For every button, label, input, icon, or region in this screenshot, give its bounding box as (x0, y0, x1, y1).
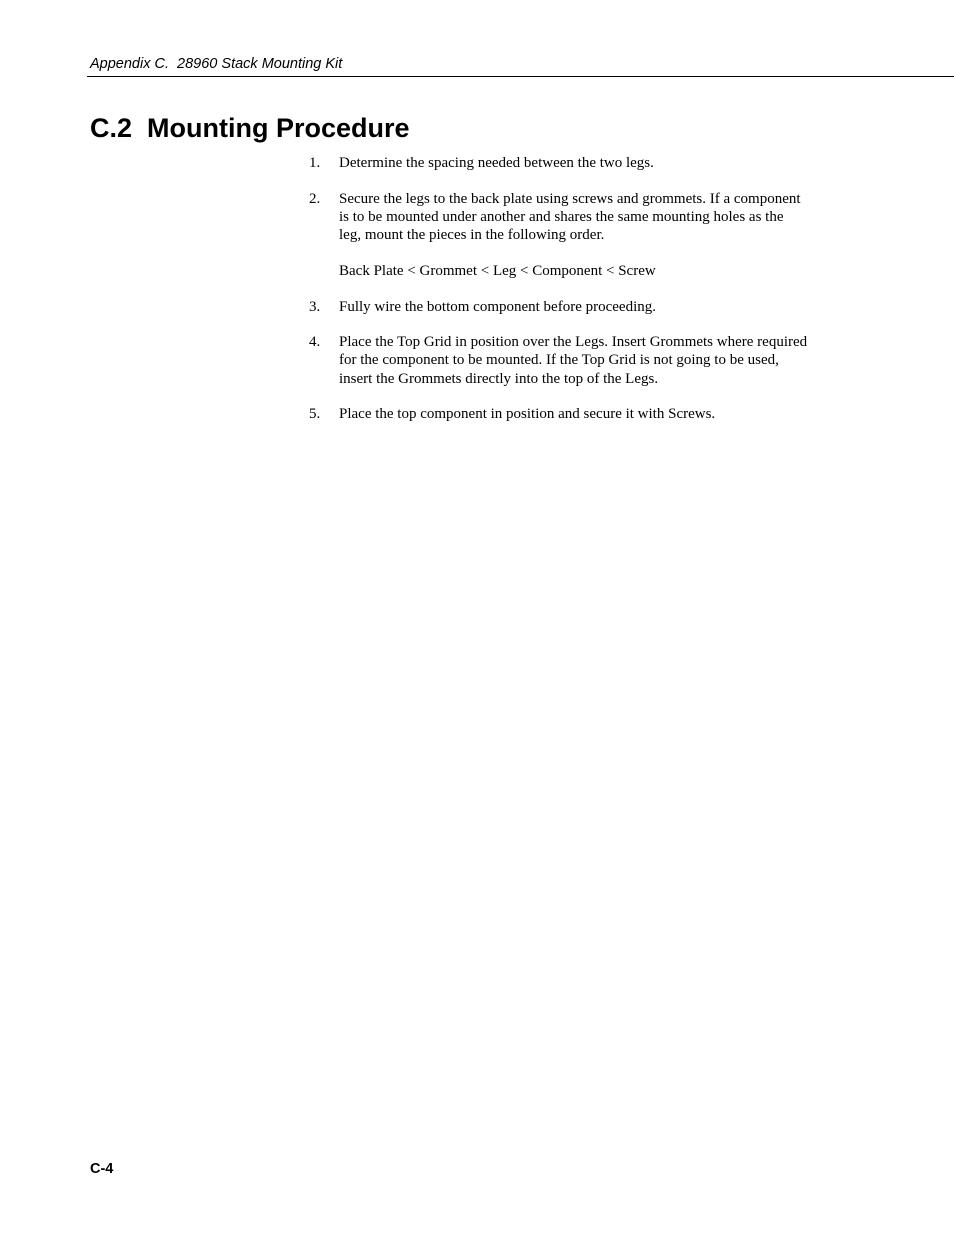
step-number: 1. (309, 155, 321, 171)
step-number: 4. (309, 334, 321, 351)
procedure-step (309, 405, 809, 423)
step-text: Place the Top Grid in position over the Legs. Insert Grommets where required for the component to be mounted. If the Top Grid is not going to be used, insert the Grommets directly into the top of the Legs. (339, 334, 808, 387)
procedure-step (309, 333, 809, 388)
step-text: Place the top component in position and secure it with Screws. (339, 406, 716, 423)
step-text: Secure the legs to the back plate using screws and grommets. If a component is to be mounted under another and shares the same mounting holes as the leg, mount the pieces in the following order. (339, 190, 801, 244)
procedure-step (309, 154, 809, 172)
header-rule (87, 76, 954, 77)
step-text: Determine the spacing needed between the two legs. (339, 155, 654, 171)
step-number: 5. (309, 406, 321, 423)
section-title: C.2 Mounting Procedure (90, 113, 410, 143)
procedure-step (309, 298, 809, 316)
procedure-list (309, 154, 809, 441)
page-number: C-4 (90, 1161, 114, 1177)
step-number: 2. (309, 190, 321, 207)
step-text: Fully wire the bottom component before proceeding. (339, 298, 656, 315)
step-number: 3. (309, 298, 321, 315)
running-header: Appendix C. 28960 Stack Mounting Kit (90, 56, 343, 72)
procedure-step (309, 190, 809, 280)
mounting-order-note: Back Plate < Grommet < Leg < Component < Screw (339, 262, 656, 279)
